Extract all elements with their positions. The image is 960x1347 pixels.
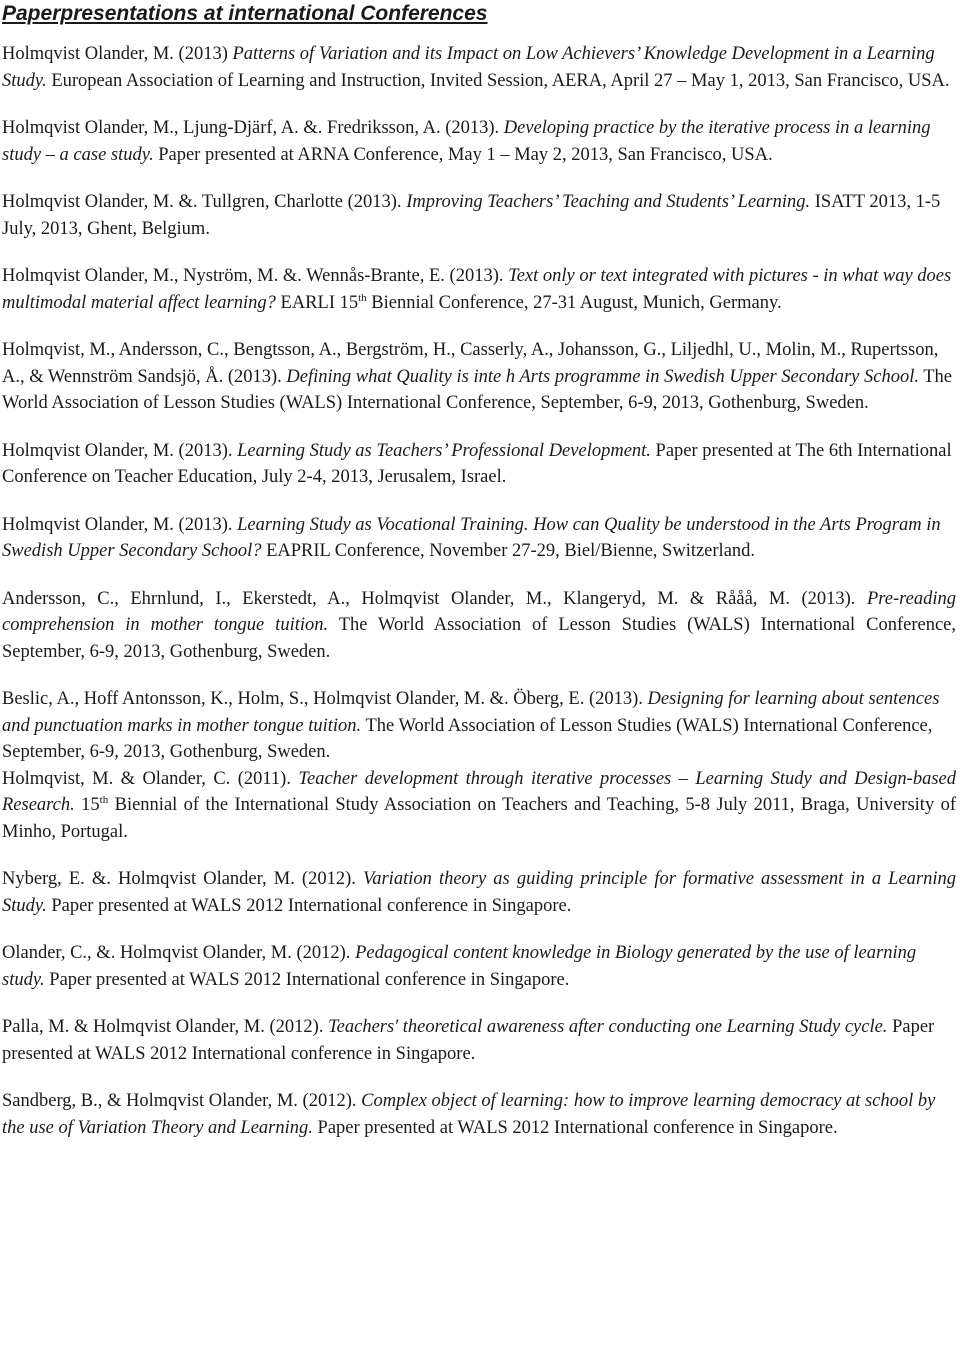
reference-entry: Holmqvist Olander, M. (2013). Learning Study as Vocational Training. How can Quality be understood in the Arts Program in Swedish Upper Secondary School? EAPRIL Conference, November 27-29, Biel/Bienne, Switzerland. bbox=[2, 514, 941, 561]
reference-entry: Holmqvist Olander, M., Nyström, M. &. Wennås-Brante, E. (2013). Text only or text integrated with pictures - in what way does multimodal material affect learning? EARLI 15th Biennial Conference, 27-31 August, Munich, Germany. bbox=[2, 266, 952, 313]
reference-entry: Nyberg, E. &. Holmqvist Olander, M. (2012). Variation theory as guiding principle for formative assessment in a Learning Study. Paper presented at WALS 2012 International conference in Singapore. bbox=[2, 869, 957, 916]
reference-entry: Holmqvist Olander, M. (2013). Learning Study as Teachers’ Professional Development. Paper presented at The 6th International Conference on Teacher Education, July 2-4, 2013, Jerusalem, Israel. bbox=[2, 440, 952, 487]
reference-entry: Beslic, A., Hoff Antonsson, K., Holm, S., Holmqvist Olander, M. &. Öberg, E. (2013). Designing for learning about sentences and punctuation marks in mother tongue tuition. The World Association of Lesson Studies (WALS) International Conference, September, 6-9, 2013, Gothenburg, Sweden. bbox=[2, 689, 940, 762]
reference-entry: Holmqvist, M. & Olander, C. (2011). Teacher development through iterative processes – Learning Study and Design-based Research. 15th Biennial of the International Study Association on Teachers and Teaching, 5-8 July 2011, Braga, University of Minho, Portugal. bbox=[2, 768, 956, 842]
reference-entry: Sandberg, B., & Holmqvist Olander, M. (2012). Complex object of learning: how to improve learning democracy at school by the use of Variation Theory and Learning. Paper presented at WALS 2012 International conference in Singapore. bbox=[2, 1091, 936, 1138]
reference-entry: Olander, C., &. Holmqvist Olander, M. (2012). Pedagogical content knowledge in Biology generated by the use of learning study. Paper presented at WALS 2012 International conference in Singapore. bbox=[2, 943, 917, 990]
reference-entry: Andersson, C., Ehrnlund, I., Ekerstedt, A., Holmqvist Olander, M., Klangeryd, M. & Rååå, M. (2013). Pre-reading comprehension in mother tongue tuition. The World Association of Lesson Studies (WALS) International Conference, September, 6-9, 2013, Gothenburg, Sweden. bbox=[2, 588, 956, 662]
section-heading: Paperpresentations at international Conferences bbox=[2, 2, 488, 25]
reference-entry: Holmqvist Olander, M. &. Tullgren, Charlotte (2013). Improving Teachers’ Teaching and Students’ Learning. ISATT 2013, 1-5 July, 2013, Ghent, Belgium. bbox=[2, 192, 941, 239]
reference-entry: Holmqvist, M., Andersson, C., Bengtsson, A., Bergström, H., Casserly, A., Johansson, G., Liljedhl, U., Molin, M., Rupertsson, A., & Wennström Sandsjö, Å. (2013). Defining what Quality is inte h Arts programme in Swedish Upper Secondary School. The World Association of Lesson Studies (WALS) International Conference, September, 6-9, 2013, Gothenburg, Sweden. bbox=[2, 340, 953, 413]
reference-entry: Holmqvist Olander, M. (2013) Patterns of Variation and its Impact on Low Achievers’ Knowledge Development in a Learning Study. European Association of Learning and Instruction, Invited Session, AERA, April 27 – May 1, 2013, San Francisco, USA. bbox=[2, 44, 950, 91]
reference-entry: Holmqvist Olander, M., Ljung-Djärf, A. &. Fredriksson, A. (2013). Developing practice by the iterative process in a learning study – a case study. Paper presented at ARNA Conference, May 1 – May 2, 2013, San Francisco, USA. bbox=[2, 118, 931, 165]
reference-entry: Palla, M. & Holmqvist Olander, M. (2012). Teachers' theoretical awareness after conducting one Learning Study cycle. Paper presented at WALS 2012 International conference in Singapore. bbox=[2, 1017, 935, 1064]
